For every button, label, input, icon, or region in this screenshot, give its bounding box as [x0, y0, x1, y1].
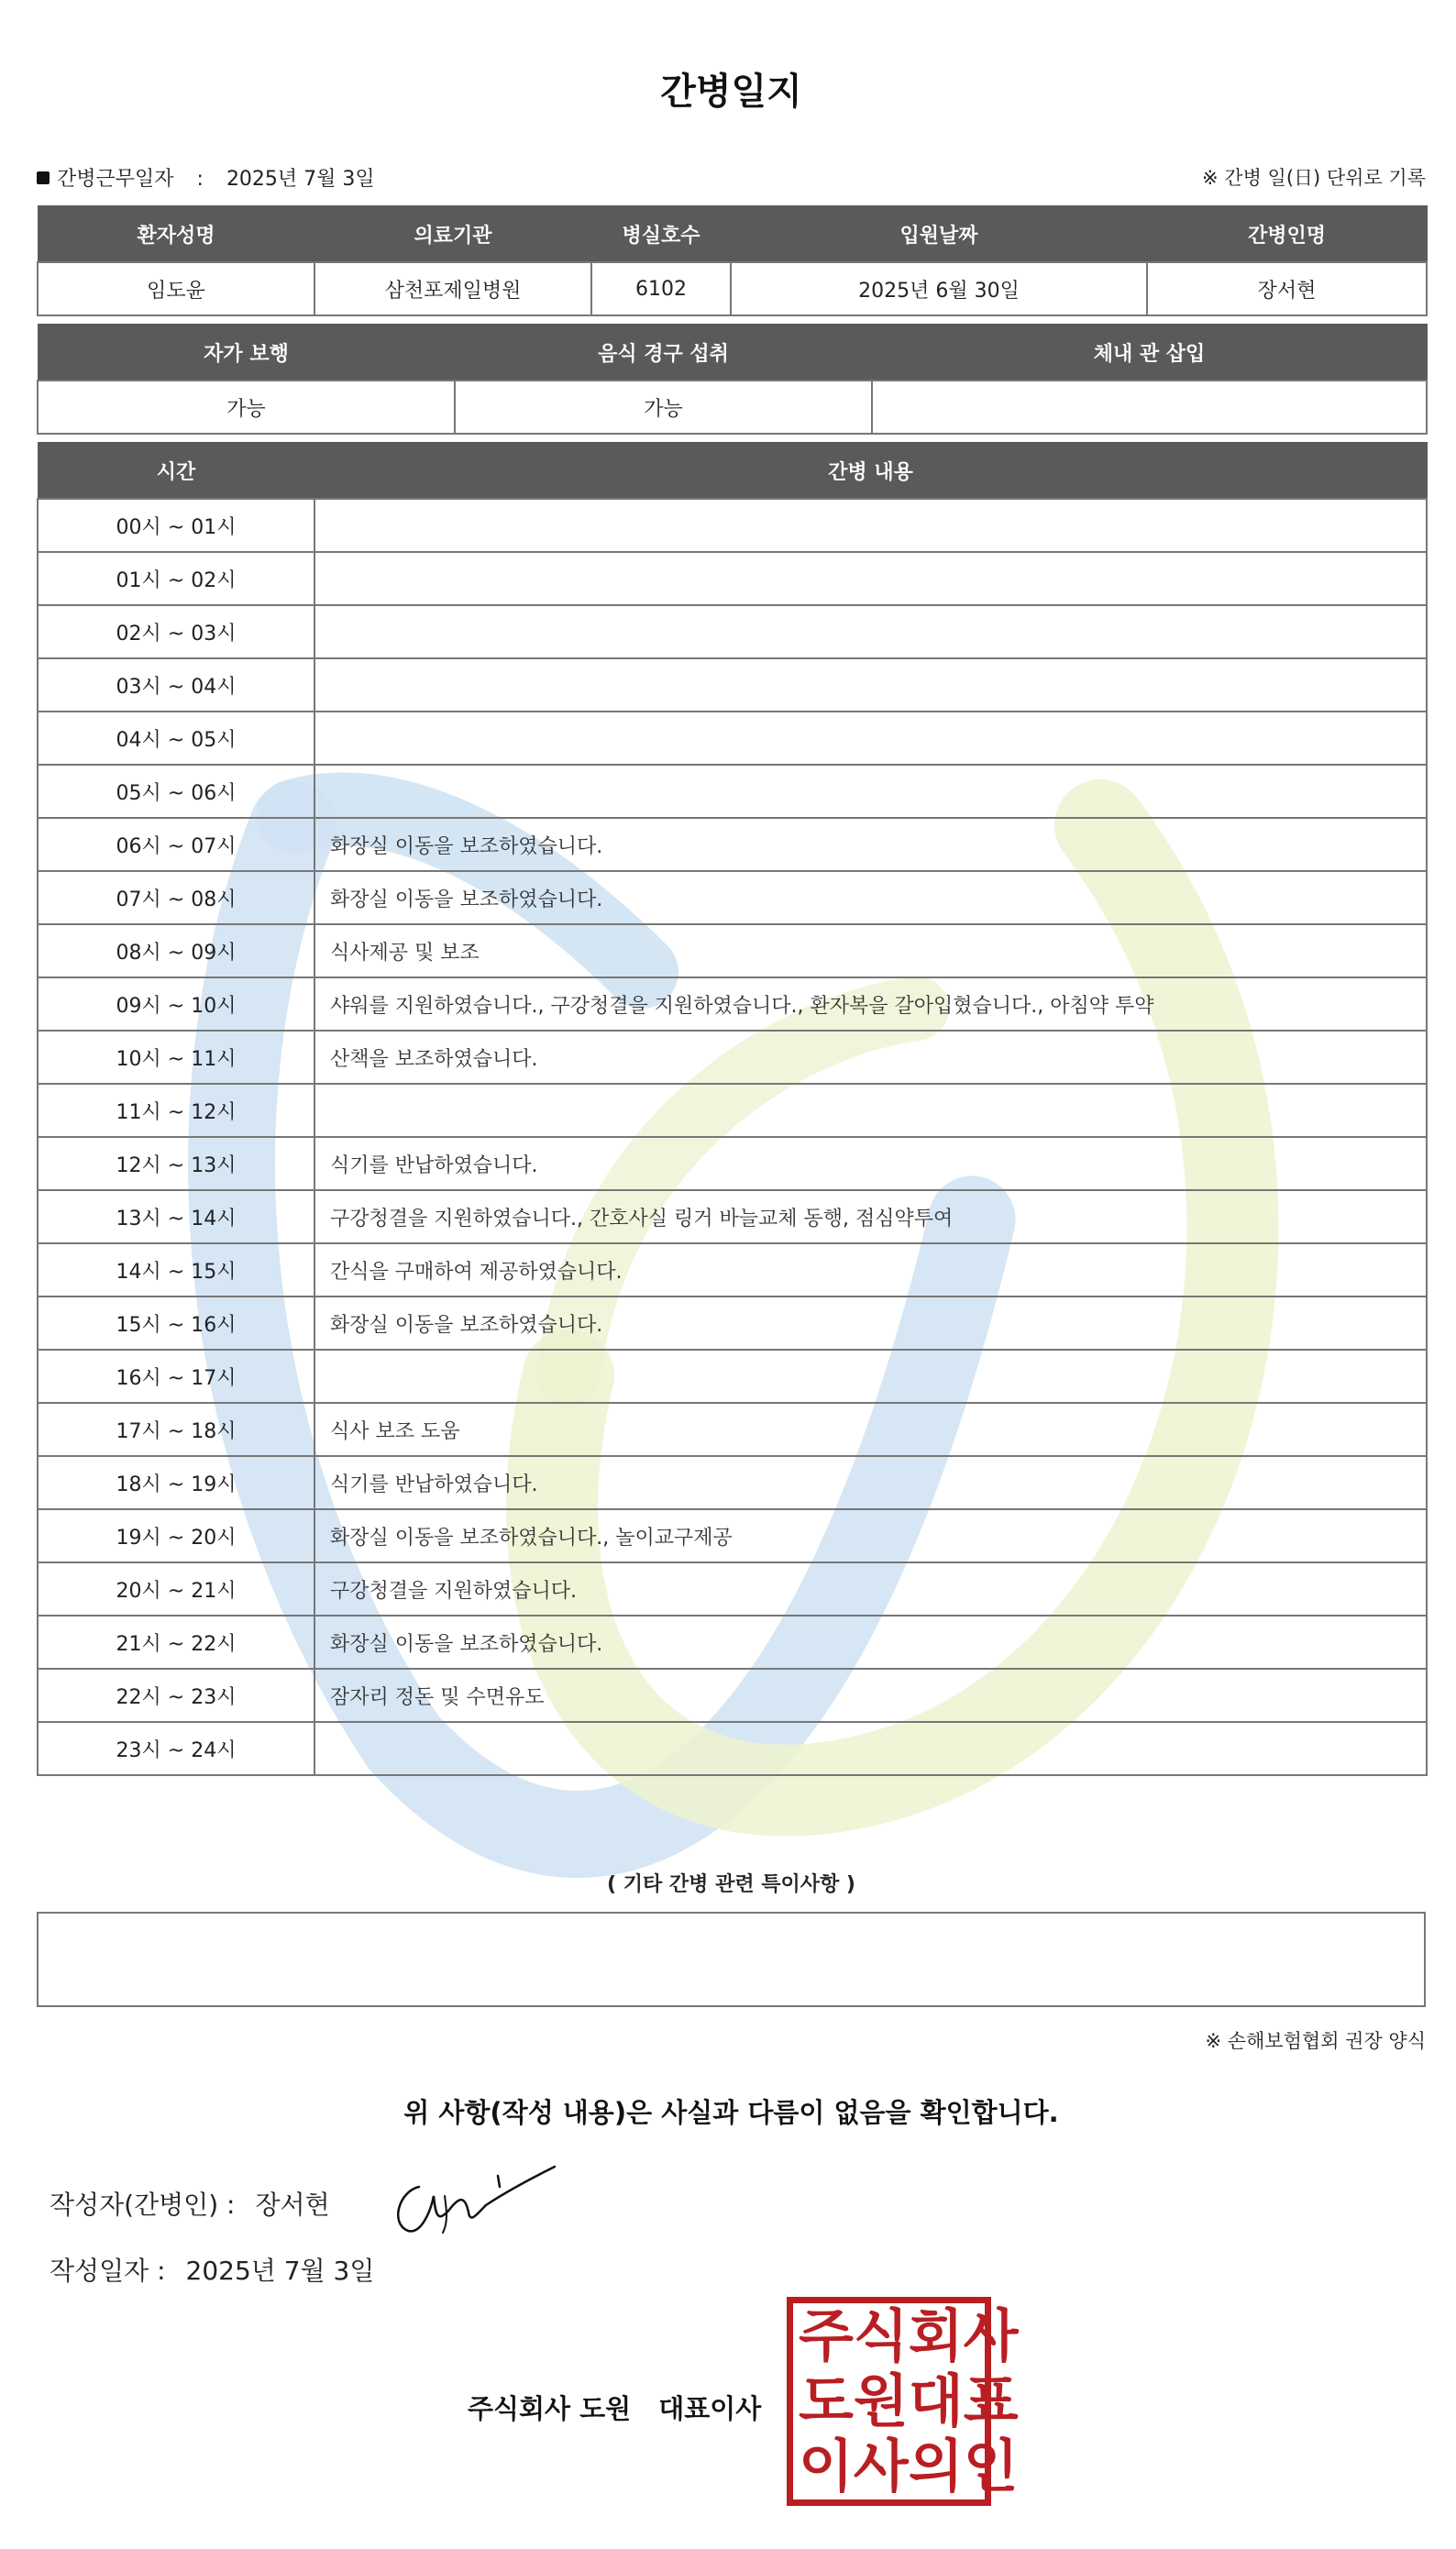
- patient-status-table: [37, 324, 1428, 435]
- log-time: 22시 ~ 23시: [38, 1669, 314, 1722]
- written-date-label: 작성일자 :: [50, 2256, 166, 2286]
- log-content: 식기를 반납하였습니다.: [314, 1137, 1427, 1190]
- log-content: [314, 712, 1427, 765]
- page-title: 간병일지: [660, 71, 802, 113]
- log-content: 화장실 이동을 보조하였습니다.: [314, 818, 1427, 871]
- log-row: [38, 924, 1427, 977]
- recommended-form-note: ※ 손해보험협회 권장 양식: [1205, 2030, 1426, 2052]
- hospital-name: 삼천포제일병원: [314, 262, 591, 315]
- company-name: 주식회사 도원: [468, 2393, 632, 2424]
- log-content: [314, 552, 1427, 605]
- log-row: [38, 1137, 1427, 1190]
- log-body: [38, 499, 1427, 1775]
- log-content: 산책을 보조하였습니다.: [314, 1031, 1427, 1084]
- log-time: 01시 ~ 02시: [38, 552, 314, 605]
- written-date-line: [50, 2251, 374, 2288]
- stamp-glyph: 주: [799, 2301, 854, 2369]
- work-date: [37, 163, 375, 192]
- stamp-glyph: 도: [799, 2367, 854, 2434]
- log-time: 03시 ~ 04시: [38, 658, 314, 712]
- log-row: [38, 1456, 1427, 1509]
- log-content: [314, 765, 1427, 818]
- company-line: [468, 2389, 761, 2426]
- status-header-row: [38, 325, 1427, 381]
- log-content: [314, 605, 1427, 658]
- stamp-line: [793, 2301, 1019, 2369]
- stamp-glyph: 인: [963, 2432, 1019, 2499]
- log-content: 화장실 이동을 보조하였습니다.: [314, 1616, 1427, 1669]
- header-room-number: 병실호수: [591, 206, 731, 263]
- writer-name: 장서현: [255, 2190, 330, 2220]
- log-time: 11시 ~ 12시: [38, 1084, 314, 1137]
- log-content: 화장실 이동을 보조하였습니다.: [314, 1297, 1427, 1350]
- square-bullet-icon: [37, 171, 50, 184]
- log-content: 식사제공 및 보조: [314, 924, 1427, 977]
- patient-info-value-row: [38, 262, 1427, 315]
- log-content: 화장실 이동을 보조하였습니다., 놀이교구제공: [314, 1509, 1427, 1562]
- admission-date: 2025년 6월 30일: [731, 262, 1147, 315]
- log-time: 08시 ~ 09시: [38, 924, 314, 977]
- log-row: [38, 1297, 1427, 1350]
- log-row: [38, 1669, 1427, 1722]
- writer-label: 작성자(간병인) :: [50, 2190, 236, 2220]
- log-row: [38, 658, 1427, 712]
- work-date-separator: :: [196, 168, 204, 191]
- log-time: 07시 ~ 08시: [38, 871, 314, 924]
- log-row: [38, 977, 1427, 1031]
- log-row: [38, 1243, 1427, 1297]
- header-care-content: 간병 내용: [314, 443, 1427, 500]
- log-content: [314, 499, 1427, 552]
- log-time: 00시 ~ 01시: [38, 499, 314, 552]
- log-time: 19시 ~ 20시: [38, 1509, 314, 1562]
- work-date-row: [37, 163, 1426, 191]
- log-time: 13시 ~ 14시: [38, 1190, 314, 1243]
- stamp-line: [793, 2432, 1019, 2499]
- log-row: [38, 552, 1427, 605]
- header-hospital: 의료기관: [314, 206, 591, 263]
- log-time: 14시 ~ 15시: [38, 1243, 314, 1297]
- stamp-glyph: 의: [908, 2432, 964, 2499]
- log-content: [314, 1084, 1427, 1137]
- log-content: [314, 1350, 1427, 1403]
- log-row: [38, 1509, 1427, 1562]
- log-row: [38, 1403, 1427, 1456]
- header-oral-intake: 음식 경구 섭취: [455, 325, 872, 381]
- log-content: [314, 1722, 1427, 1775]
- log-time: 21시 ~ 22시: [38, 1616, 314, 1669]
- log-time: 20시 ~ 21시: [38, 1562, 314, 1616]
- log-row: [38, 765, 1427, 818]
- log-row: [38, 871, 1427, 924]
- written-date-value: 2025년 7월 3일: [185, 2256, 375, 2286]
- log-content: 화장실 이동을 보조하였습니다.: [314, 871, 1427, 924]
- room-number: 6102: [591, 262, 731, 315]
- stamp-glyph: 원: [853, 2367, 909, 2434]
- log-time: 18시 ~ 19시: [38, 1456, 314, 1509]
- log-row: [38, 1616, 1427, 1669]
- log-time: 05시 ~ 06시: [38, 765, 314, 818]
- stamp-glyph: 대: [908, 2367, 964, 2434]
- stamp-glyph: 사: [853, 2432, 909, 2499]
- writer-line: [50, 2185, 330, 2222]
- work-date-value: 2025년 7월 3일: [226, 168, 375, 191]
- log-row: [38, 1350, 1427, 1403]
- stamp-glyph: 사: [963, 2301, 1019, 2369]
- log-content: 잠자리 정돈 및 수면유도: [314, 1669, 1427, 1722]
- log-time: 09시 ~ 10시: [38, 977, 314, 1031]
- log-content: 간식을 구매하여 제공하였습니다.: [314, 1243, 1427, 1297]
- log-row: [38, 605, 1427, 658]
- log-row: [38, 499, 1427, 552]
- unit-note: ※ 간병 일(日) 단위로 기록: [1202, 167, 1426, 189]
- stamp-glyph: 식: [853, 2301, 909, 2369]
- patient-info-table: [37, 205, 1428, 316]
- care-log-page: [37, 0, 1426, 2549]
- log-content: 구강청결을 지원하였습니다., 간호사실 링거 바늘교체 동행, 점심약투여: [314, 1190, 1427, 1243]
- caregiver-name: 장서현: [1147, 262, 1427, 315]
- log-row: [38, 712, 1427, 765]
- self-walking-value: 가능: [38, 381, 455, 434]
- tube-insertion-value: [872, 381, 1427, 434]
- header-self-walking: 자가 보행: [38, 325, 455, 381]
- log-time: 02시 ~ 03시: [38, 605, 314, 658]
- confirmation-statement: 위 사항(작성 내용)은 사실과 다름이 없음을 확인합니다.: [403, 2097, 1059, 2128]
- status-value-row: [38, 381, 1427, 434]
- log-row: [38, 1190, 1427, 1243]
- stamp-glyph: 회: [908, 2301, 964, 2369]
- header-caregiver-name: 간병인명: [1147, 206, 1427, 263]
- log-row: [38, 818, 1427, 871]
- log-content: 식기를 반납하였습니다.: [314, 1456, 1427, 1509]
- log-row: [38, 1084, 1427, 1137]
- header-tube-insertion: 체내 관 삽입: [872, 325, 1427, 381]
- log-time: 16시 ~ 17시: [38, 1350, 314, 1403]
- care-log-table: [37, 442, 1428, 1776]
- log-content: [314, 658, 1427, 712]
- log-row: [38, 1562, 1427, 1616]
- log-time: 04시 ~ 05시: [38, 712, 314, 765]
- patient-info-header-row: [38, 206, 1427, 263]
- oral-intake-value: 가능: [455, 381, 872, 434]
- log-time: 12시 ~ 13시: [38, 1137, 314, 1190]
- company-seal-stamp: [787, 2297, 1019, 2506]
- log-time: 23시 ~ 24시: [38, 1722, 314, 1775]
- stamp-glyph: 표: [963, 2367, 1019, 2434]
- notes-box: [37, 1912, 1426, 2007]
- log-content: 구강청결을 지원하였습니다.: [314, 1562, 1427, 1616]
- patient-name: 임도윤: [38, 262, 314, 315]
- log-row: [38, 1031, 1427, 1084]
- handwritten-signature: [381, 2159, 564, 2242]
- log-row: [38, 1722, 1427, 1775]
- log-time: 06시 ~ 07시: [38, 818, 314, 871]
- log-time: 17시 ~ 18시: [38, 1403, 314, 1456]
- stamp-glyph: 이: [799, 2432, 854, 2499]
- work-date-label: 간병근무일자: [57, 168, 174, 191]
- header-patient-name: 환자성명: [38, 206, 314, 263]
- company-representative: 대표이사: [658, 2393, 762, 2424]
- header-admission-date: 입원날짜: [731, 206, 1147, 263]
- stamp-line: [793, 2367, 1019, 2434]
- log-time: 10시 ~ 11시: [38, 1031, 314, 1084]
- log-content: 식사 보조 도움: [314, 1403, 1427, 1456]
- notes-label: ( 기타 간병 관련 특이사항 ): [607, 1873, 855, 1896]
- log-content: 샤워를 지원하였습니다., 구강청결을 지원하였습니다., 환자복을 갈아입혔습니다., 아침약 투약: [314, 977, 1427, 1031]
- log-header-row: [38, 443, 1427, 500]
- log-time: 15시 ~ 16시: [38, 1297, 314, 1350]
- header-time: 시간: [38, 443, 314, 500]
